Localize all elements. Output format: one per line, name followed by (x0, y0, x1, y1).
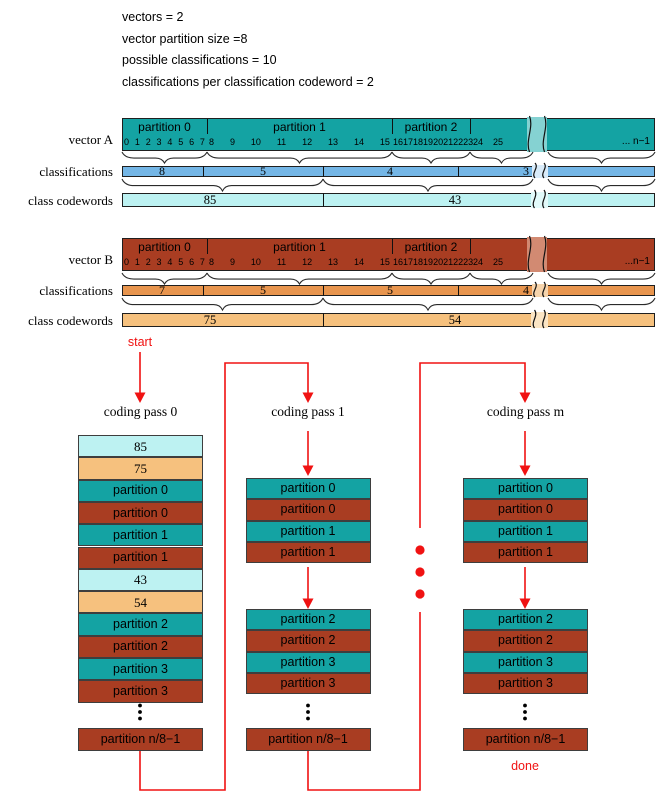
brace-partition (207, 273, 392, 284)
index-number: 19 (423, 137, 434, 147)
partition-cell-label: partition 0 (138, 120, 191, 134)
break-band (531, 312, 548, 328)
pass-box: partition 2 (463, 630, 588, 651)
vector-b-tail: ...n−1 (624, 256, 650, 267)
pass-box: partition 3 (78, 658, 203, 680)
index-number: 17 (403, 257, 414, 267)
index-number: 10 (250, 257, 261, 267)
pass-box: partition 0 (246, 478, 371, 499)
brace-codeword (548, 298, 655, 310)
info-line: classifications per classification codeword = 2 (122, 74, 374, 89)
info-line: possible classifications = 10 (122, 53, 277, 67)
pass-box: partition 1 (463, 542, 588, 563)
index-number: 16 (393, 257, 404, 267)
pass-box: partition 0 (78, 502, 203, 524)
flow-ellipsis-dot (415, 589, 424, 598)
pass-box: partition 1 (246, 542, 371, 563)
index-number: 12 (302, 257, 313, 267)
index-group (473, 136, 503, 148)
index-group (393, 256, 474, 268)
pass-bottom-box: partition n/8−1 (246, 728, 371, 752)
index-number: 2 (145, 257, 151, 267)
break-band (531, 192, 548, 208)
coding-pass-label: coding pass 0 (103, 404, 178, 419)
row-label-codewords-a: class codewords (28, 193, 113, 208)
brace-partition (207, 152, 392, 163)
row-label-vector-a: vector A (68, 132, 113, 147)
partition-cell-label: partition 1 (273, 240, 326, 254)
classification-divider (458, 285, 459, 296)
vector-a-tail: ... n−1 (621, 136, 650, 147)
brace-codeword (122, 298, 323, 310)
index-number: 7 (199, 137, 205, 147)
index-number: 6 (189, 137, 195, 147)
flow-ellipsis-dot (415, 545, 424, 554)
classification-divider (203, 166, 204, 177)
index-number: 20 (433, 137, 444, 147)
pass-box: partition 0 (463, 499, 588, 520)
flow-arrowhead (303, 599, 314, 610)
index-number: 22 (453, 257, 464, 267)
codeword-value: 85 (203, 193, 217, 207)
pass-box: 75 (78, 457, 203, 479)
index-number: 13 (328, 137, 339, 147)
index-number: 14 (353, 257, 364, 267)
index-number: 13 (328, 257, 339, 267)
brace-partition (548, 152, 655, 163)
index-group (393, 136, 474, 148)
pass-box: partition 2 (78, 613, 203, 635)
pass-bottom-box: partition n/8−1 (78, 728, 203, 752)
index-number: 9 (229, 137, 235, 147)
index-number: 21 (443, 137, 454, 147)
flow-arrowhead (135, 393, 146, 404)
done-label: done (511, 759, 539, 773)
pass-box: partition 0 (78, 480, 203, 502)
row-label-classifications-b: classifications (39, 283, 113, 298)
break-band (532, 165, 548, 178)
index-number: 25 (492, 257, 503, 267)
index-number: 18 (413, 137, 424, 147)
flow-arrowhead (303, 466, 314, 477)
row-label-codewords-b: class codewords (28, 313, 113, 328)
partition-divider (207, 119, 208, 134)
brace-codeword (323, 179, 533, 191)
codeword-value: 43 (448, 193, 462, 207)
pass-box: partition 3 (463, 652, 588, 673)
classification-value: 4 (387, 164, 393, 178)
coding-pass-label: coding pass m (486, 404, 565, 419)
classification-value: 5 (260, 164, 266, 178)
break-band (527, 237, 547, 272)
pass-box: 85 (78, 435, 203, 457)
partition-divider (392, 239, 393, 254)
pass-box: partition 1 (463, 521, 588, 542)
pass-box: partition 1 (78, 547, 203, 569)
codeword-divider (323, 193, 324, 207)
pass-box: partition 3 (246, 673, 371, 694)
index-number: 6 (189, 257, 195, 267)
pass-box: 43 (78, 569, 203, 591)
info-line: vector partition size =8 (122, 31, 248, 46)
index-number: 15 (379, 257, 390, 267)
brace-partition (392, 152, 470, 163)
stack-ellipsis-dot (306, 717, 310, 721)
pass-box: partition 0 (246, 499, 371, 520)
brace-codeword (323, 298, 533, 310)
codeword-divider (323, 313, 324, 327)
partition-cell-label: partition 2 (404, 240, 458, 254)
brace-partition (470, 152, 533, 163)
partition-cell-label: partition 2 (404, 120, 458, 134)
classification-value: 5 (260, 283, 266, 297)
pass-box: partition 2 (463, 609, 588, 630)
index-number: 10 (250, 137, 261, 147)
codeword-value: 54 (448, 313, 462, 327)
pass-box: partition 2 (246, 630, 371, 651)
classification-divider (203, 285, 204, 296)
pass-box: partition 1 (78, 524, 203, 546)
index-number: 24 (473, 257, 484, 267)
index-group (124, 136, 205, 148)
flow-arrowhead (520, 393, 531, 404)
row-label-classifications-a: classifications (39, 164, 113, 179)
partition-divider (392, 119, 393, 134)
index-number: 21 (443, 257, 454, 267)
partition-divider (470, 119, 471, 134)
index-number: 1 (134, 137, 140, 147)
index-number: 7 (199, 257, 205, 267)
codeword-value: 75 (203, 313, 217, 327)
stack-ellipsis-dot (306, 710, 310, 714)
index-number: 18 (413, 257, 424, 267)
index-group (209, 136, 390, 148)
index-number: 12 (302, 137, 313, 147)
index-number: 5 (178, 137, 184, 147)
pass-box: partition 2 (246, 609, 371, 630)
stack-ellipsis-dot (138, 704, 142, 708)
partition-cell-label: partition 0 (138, 240, 191, 254)
index-number: 23 (463, 257, 474, 267)
break-band (527, 117, 547, 152)
index-group (209, 256, 390, 268)
stack-ellipsis-dot (306, 704, 310, 708)
stack-ellipsis-dot (138, 710, 142, 714)
index-number: 3 (156, 257, 162, 267)
info-line: vectors = 2 (122, 10, 184, 24)
index-group (124, 256, 205, 268)
coding-pass-label: coding pass 1 (271, 404, 345, 419)
index-number: 11 (276, 257, 287, 267)
flow-ellipsis-dot (415, 567, 424, 576)
index-number: 15 (379, 137, 390, 147)
index-number: 2 (145, 137, 151, 147)
brace-partition (392, 273, 470, 284)
partition-cell-label: partition 1 (273, 120, 326, 134)
index-number: 20 (433, 257, 444, 267)
start-label: start (127, 335, 153, 349)
stack-ellipsis-dot (138, 717, 142, 721)
pass-bottom-box: partition n/8−1 (463, 728, 588, 752)
classification-value: 3 (523, 164, 529, 178)
index-number: 17 (403, 137, 414, 147)
index-number: 4 (167, 257, 173, 267)
index-number: 1 (134, 257, 140, 267)
index-number: 16 (393, 137, 404, 147)
flow-arrowhead (520, 599, 531, 610)
brace-codeword (122, 179, 323, 191)
pass-box: partition 2 (78, 636, 203, 658)
index-number: 3 (156, 137, 162, 147)
brace-codeword (548, 179, 655, 191)
pass-box: partition 3 (246, 652, 371, 673)
classification-divider (458, 166, 459, 177)
index-number: 22 (453, 137, 464, 147)
index-number: 8 (209, 257, 215, 267)
classification-divider (323, 166, 324, 177)
index-number: 5 (178, 257, 184, 267)
classification-value: 5 (387, 283, 393, 297)
index-number: 24 (473, 137, 484, 147)
index-group (473, 256, 503, 268)
flow-arrowhead (520, 466, 531, 477)
index-number: 23 (463, 137, 474, 147)
classification-value: 4 (523, 283, 529, 297)
stack-ellipsis-dot (523, 710, 527, 714)
index-number: 19 (423, 257, 434, 267)
stack-ellipsis-dot (523, 704, 527, 708)
index-number: 25 (492, 137, 503, 147)
stack-ellipsis-dot (523, 717, 527, 721)
partition-divider (470, 239, 471, 254)
row-label-vector-b: vector B (68, 252, 113, 267)
pass-box: partition 3 (463, 673, 588, 694)
index-number: 11 (276, 137, 287, 147)
index-number: 4 (167, 137, 173, 147)
pass-box: partition 3 (78, 680, 203, 702)
pass-box: partition 1 (246, 521, 371, 542)
index-number: 8 (209, 137, 215, 147)
partition-divider (207, 239, 208, 254)
classification-value: 8 (159, 164, 165, 178)
index-number: 14 (353, 137, 364, 147)
break-band (532, 284, 548, 297)
flow-arrowhead (303, 393, 314, 404)
brace-partition (122, 152, 207, 163)
pass-box: partition 0 (463, 478, 588, 499)
index-number: 9 (229, 257, 235, 267)
index-number: 0 (124, 257, 130, 267)
classification-value: 7 (159, 283, 165, 297)
index-number: 0 (124, 137, 130, 147)
brace-partition (548, 273, 655, 284)
pass-box: 54 (78, 591, 203, 613)
classification-divider (323, 285, 324, 296)
